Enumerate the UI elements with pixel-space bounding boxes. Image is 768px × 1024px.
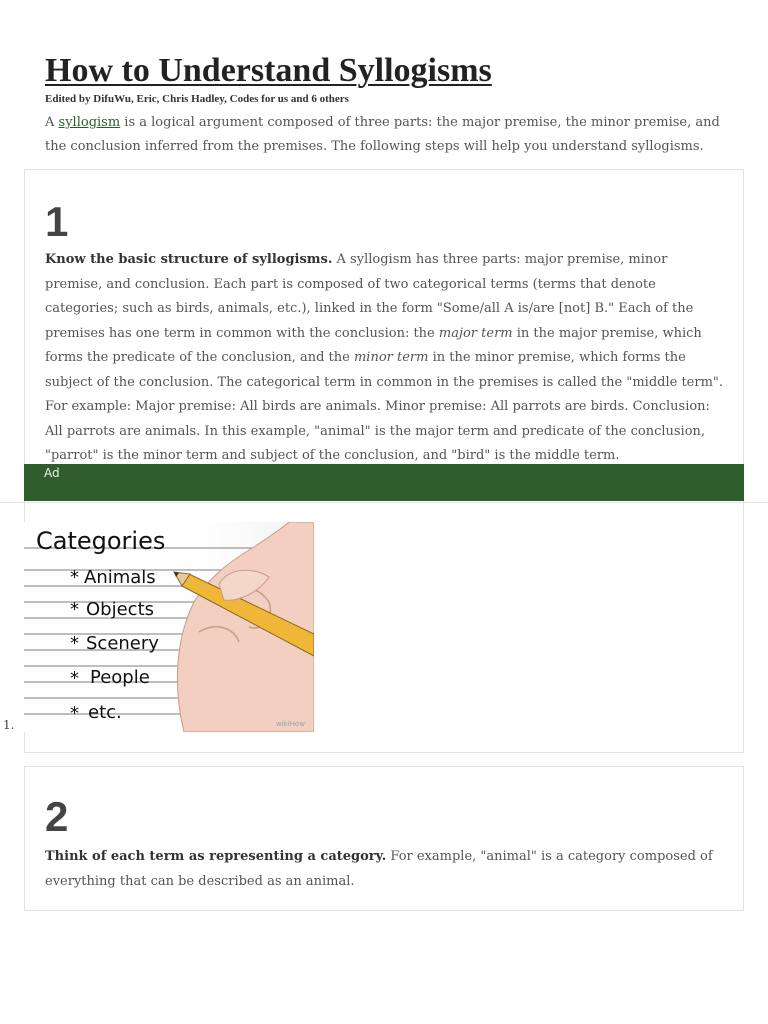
step-body-c: in the minor premise, which forms the subject of the conclusion. The categorical term in common in the premises is called the "middle term". For example: Major premise: All birds are animals. Minor premise: All parrots are birds. Conclusion: All parrots are animals. In this example, "animal" is the major term and predicate of the conclusion, "parrot" is the minor term and subject of the conclusion, and "bird" is the middle term.: [45, 350, 724, 463]
svg-text:*: *: [70, 703, 79, 724]
step-number: 2: [45, 793, 69, 840]
intro-paragraph: [45, 111, 735, 159]
ad-label: Ad: [44, 466, 60, 480]
step-body-a: For example, "animal" is a category composed of everything that can be described as an animal.: [45, 849, 713, 889]
step-heading: Think of each term as representing a category.: [45, 849, 387, 864]
step-card-2: [24, 766, 744, 911]
svg-text:*: *: [70, 567, 79, 588]
syllogism-link[interactable]: syllogism: [58, 115, 121, 130]
illustration-item: etc.: [88, 702, 122, 723]
step-body-b: in the major premise, which forms the predicate of the conclusion, and the: [45, 325, 702, 365]
article-title: How to Understand Syllogisms: [45, 52, 492, 89]
illustration-title: Categories: [36, 527, 166, 555]
illustration-item: Objects: [86, 599, 155, 620]
article-byline: Edited by DifuWu, Eric, Chris Hadley, Codes for us and 6 others: [45, 93, 349, 105]
minor-term-emphasis: minor term: [353, 350, 429, 365]
step-heading: Know the basic structure of syllogisms.: [45, 252, 333, 267]
list-marker: 1.: [3, 718, 15, 732]
intro-text-start: A: [45, 115, 59, 130]
svg-text:*: *: [70, 599, 79, 620]
ad-banner[interactable]: [24, 464, 744, 501]
intro-text-end: is a logical argument composed of three parts: the major premise, the minor premise, and the conclusion inferred from the premises. The following steps will help you understand syllogisms.: [45, 115, 720, 154]
step-number: 1: [45, 198, 69, 245]
divider: [0, 502, 768, 503]
categories-illustration: [24, 522, 314, 732]
svg-text:*: *: [70, 668, 79, 689]
step-text: [45, 845, 725, 894]
illustration-item: People: [90, 667, 150, 688]
svg-text:*: *: [70, 633, 79, 654]
illustration-item: Animals: [84, 567, 156, 588]
major-term-emphasis: major term: [438, 325, 513, 341]
wikihow-watermark: wikiHow: [276, 720, 305, 728]
illustration-item: Scenery: [86, 633, 159, 654]
step-text: [45, 248, 725, 469]
step-body-a: A syllogism has three parts: major premise, minor premise, and conclusion. Each part is composed of two categorical terms (terms that denote categories; such as birds, animals, etc.), linked in the form "Some/all A is/are [not] B." Each of the premises has one term in common with the conclusion: the: [45, 252, 694, 341]
